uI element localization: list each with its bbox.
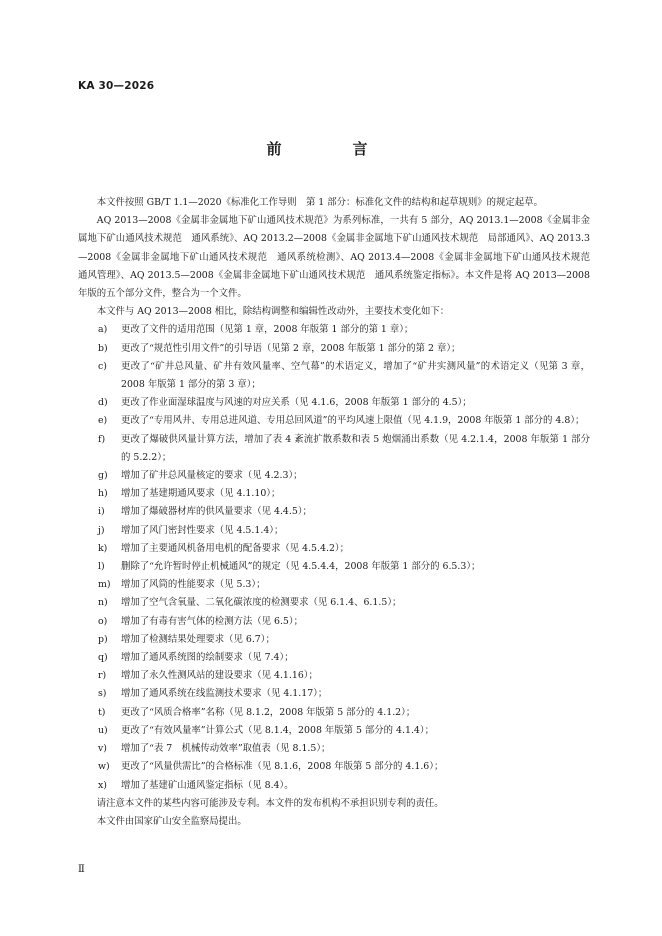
list-item-marker: m) [98, 579, 111, 591]
list-item [78, 758, 590, 776]
list-item [78, 722, 590, 740]
list-item-marker: w) [98, 761, 110, 773]
changes-list [78, 321, 590, 794]
list-item-marker: e) [98, 415, 108, 427]
list-item-text: 增加了“表 7 机械传动效率”取值表（见 8.1.5）； [121, 743, 331, 755]
list-item [78, 412, 590, 430]
list-item-marker: p) [98, 633, 108, 645]
list-item [78, 358, 590, 394]
list-item-text: 增加了矿井总风量核定的要求（见 4.2.3）； [121, 470, 303, 482]
list-item-marker: x) [98, 779, 107, 791]
list-item-marker: c) [98, 360, 107, 372]
list-item [78, 777, 590, 795]
list-item [78, 576, 590, 594]
list-item-marker: v) [98, 743, 107, 755]
list-item-text: 增加了风门密封性要求（见 4.5.1.4）； [121, 524, 284, 536]
list-item-text: 增加了检测结果处理要求（见 6.7）； [121, 633, 275, 645]
list-item-text: 更改了“规范性引用文件”的引导语（见第 2 章，2008 年版第 1 部分的第 2 章）； [121, 342, 461, 354]
list-item-text: 更改了“专用风井、专用总进风道、专用总回风道”的平均风速上限值（见 4.1.9，2008 年版第 1 部分的 4.8）； [121, 415, 585, 427]
document-code: KA 30—2026 [78, 80, 155, 92]
list-item-marker: u) [98, 724, 108, 736]
list-item-marker: i) [98, 506, 105, 518]
paragraph: 本文件由国家矿山安全监察局提出。 [96, 815, 247, 827]
list-item-text: 更改了“风质合格率”名称（见 8.1.2，2008 年版第 5 部分的 4.1.2）； [121, 706, 416, 718]
list-item-text: 增加了基建矿山通风鉴定指标（见 8.4）。 [121, 779, 294, 791]
document-body [78, 194, 600, 831]
list-item-text: 增加了通风系统在线监测技术要求（见 4.1.17）； [121, 688, 328, 700]
list-item [78, 649, 590, 667]
list-item-marker: l) [98, 561, 105, 573]
list-item-text: 更改了“有效风量率”计算公式（见 8.1.4，2008 年版第 5 部分的 4.1.4）； [121, 724, 434, 736]
list-item-marker: t) [98, 706, 106, 718]
list-item-marker: a) [98, 324, 108, 336]
list-item-text: 增加了主要通风机备用电机的配备要求（见 4.5.4.2）； [121, 542, 349, 554]
list-item [78, 667, 590, 685]
list-item-marker: q) [98, 652, 108, 664]
list-item-text: 更改了爆破供风量计算方法，增加了表 4 紊流扩散系数和表 5 炮烟涌出系数（见 4.2.1.4，2008 年版第 1 部分的 5.2.2）； [121, 433, 590, 463]
list-item-marker: h) [98, 488, 108, 500]
list-item-text: 增加了永久性测风站的建设要求（见 4.1.16）； [121, 670, 318, 682]
list-item-text: 更改了文件的适用范围（见第 1 章，2008 年版第 1 部分的第 1 章）； [121, 324, 414, 336]
paragraph: AQ 2013—2008《金属非金属地下矿山通风技术规范》为系列标准，一共有 5 部分，AQ 2013.1—2008《金属非金属地下矿山通风技术规范 通风系统》、AQ 2013.2—2008《金属非金属地下矿山通风技术规范 局部通风》、AQ 2013.3—2008《金属非金属地下矿山通风技术规范 通风系统检测》、AQ 2013.4—2008《金属非金属地下矿山通风技术规范 通风管理》、AQ 2013.5—2008《金属非金属地下矿山通风技术规范 通风系统鉴定指标》。本文件是将 AQ 2013—2008 年版的五个部分文件，整合为一个文件。 [78, 215, 600, 300]
list-item-text: 删除了“允许暂时停止机械通风”的规定（见 4.5.4.4，2008 年版第 1 部分的 6.5.3）； [121, 561, 481, 573]
list-item-marker: f) [98, 433, 106, 445]
list-item [78, 394, 590, 412]
page-number: Ⅱ [78, 864, 85, 875]
list-item-text: 增加了空气含氧量、二氧化碳浓度的检测要求（见 6.1.4、6.1.5）； [121, 597, 402, 609]
list-item [78, 631, 590, 649]
list-item [78, 740, 590, 758]
list-item [78, 431, 590, 467]
list-item-text: 增加了爆破器材库的供风量要求（见 4.4.5）； [121, 506, 312, 518]
list-item-text: 增加了基建期通风要求（见 4.1.10）； [121, 488, 281, 500]
list-item-marker: g) [98, 470, 108, 482]
list-item [78, 685, 590, 703]
list-item [78, 613, 590, 631]
list-item-marker: o) [98, 615, 108, 627]
list-item [78, 485, 590, 503]
list-item [78, 503, 590, 521]
list-item-marker: k) [98, 542, 108, 554]
list-item [78, 558, 590, 576]
list-item-text: 更改了作业面湿球温度与风速的对应关系（见 4.1.6，2008 年版第 1 部分的 4.5）； [121, 397, 472, 409]
list-item-marker: j) [98, 524, 105, 536]
list-item [78, 340, 590, 358]
list-item-text: 增加了通风系统图的绘制要求（见 7.4）； [121, 652, 294, 664]
list-item-marker: d) [98, 397, 108, 409]
list-item [78, 522, 590, 540]
page-title: 前 言 [266, 140, 396, 158]
list-item-marker: r) [98, 670, 107, 682]
list-item-marker: n) [98, 597, 108, 609]
list-item-marker: b) [98, 342, 108, 354]
list-item [78, 540, 590, 558]
list-item-text: 更改了“矿井总风量、矿井有效风量率、空气幕”的术语定义，增加了“矿井实测风量”的术语定义（见第 3 章，2008 年版第 1 部分的第 3 章）； [121, 360, 590, 391]
paragraph: 请注意本文件的某些内容可能涉及专利。本文件的发布机构不承担识别专利的责任。 [96, 797, 444, 809]
list-item [78, 467, 590, 485]
list-item-text: 增加了有毒有害气体的检测方法（见 6.5）； [121, 615, 303, 627]
list-item-text: 增加了风筒的性能要求（见 5.3）； [121, 579, 266, 591]
list-item [78, 594, 590, 612]
list-item-marker: s) [98, 688, 107, 700]
paragraph: 本文件与 AQ 2013—2008 相比，除结构调整和编辑性改动外，主要技术变化如下： [96, 306, 450, 318]
list-item [78, 704, 590, 722]
list-item-text: 更改了“风量供需比”的合格标准（见 8.1.6，2008 年版第 5 部分的 4.1.6）； [121, 761, 444, 773]
paragraph: 本文件按照 GB/T 1.1—2020《标准化工作导则 第 1 部分：标准化文件的结构和起草规则》的规定起草。 [96, 197, 543, 208]
list-item [78, 321, 590, 339]
